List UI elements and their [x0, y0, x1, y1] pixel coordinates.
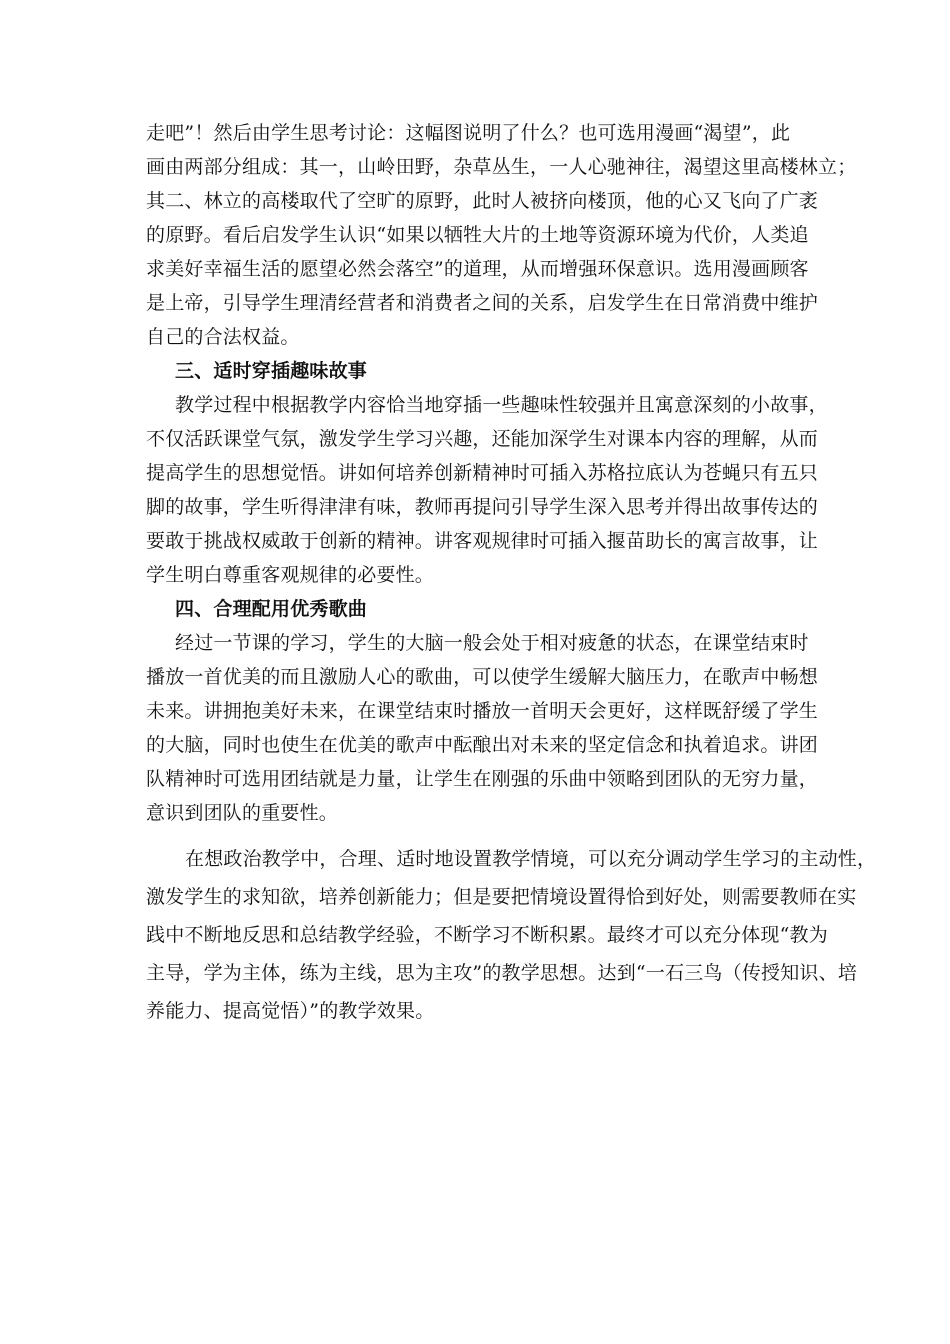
- paragraph-line: 求美好幸福生活的愿望必然会落空”的道理，从而增强环保意识。选用漫画顾客: [146, 258, 809, 280]
- paragraph-line: 意识到团队的重要性。: [146, 802, 339, 824]
- paragraph-line: 的原野。看后启发学生认识“如果以牺牲大片的土地等资源环境为代价，人类追: [146, 224, 809, 246]
- paragraph-line: 未来。讲拥抱美好未来，在课堂结束时播放一首明天会更好，这样既舒缓了学生: [146, 700, 819, 722]
- paragraph-line: 教学过程中根据教学内容恰当地穿插一些趣味性较强并且寓意深刻的小故事，: [175, 394, 828, 416]
- paragraph-line: 播放一首优美的而且激励人心的歌曲，可以使学生缓解大脑压力，在歌声中畅想: [146, 666, 819, 688]
- section-heading-songs: 四、合理配用优秀歌曲: [175, 598, 368, 620]
- paragraph-line: 激发学生的求知欲，培养创新能力；但是要把情境设置得恰到好处，则需要教师在实: [146, 886, 857, 908]
- paragraph-line: 队精神时可选用团结就是力量，让学生在刚强的乐曲中领略到团队的无穷力量，: [146, 768, 819, 790]
- paragraph-line: 学生明白尊重客观规律的必要性。: [146, 564, 435, 586]
- paragraph-line: 不仅活跃课堂气氛，激发学生学习兴趣，还能加深学生对课本内容的理解，从而: [146, 428, 819, 450]
- paragraph-line: 主导，学为主体，练为主线，思为主攻”的教学思想。达到“一石三鸟（传授知识、培: [146, 962, 858, 984]
- paragraph-line: 要敢于挑战权威敢于创新的精神。讲客观规律时可插入揠苗助长的寓言故事，让: [146, 530, 819, 552]
- section-heading-stories: 三、适时穿插趣味故事: [175, 360, 368, 382]
- paragraph-line: 其二、林立的高楼取代了空旷的原野，此时人被挤向楼顶，他的心又飞向了广袤: [146, 190, 819, 212]
- paragraph-line: 是上帝，引导学生理清经营者和消费者之间的关系，启发学生在日常消费中维护: [146, 292, 819, 314]
- paragraph-line: 脚的故事，学生听得津津有味，教师再提问引导学生深入思考并得出故事传达的: [146, 496, 819, 518]
- paragraph-line: 走吧”！然后由学生思考讨论：这幅图说明了什么？也可选用漫画“渴望”，此: [146, 122, 791, 144]
- paragraph-line: 践中不断地反思和总结教学经验，不断学习不断积累。最终才可以充分体现“教为: [146, 924, 828, 946]
- paragraph-line: 自己的合法权益。: [146, 326, 300, 348]
- paragraph-line: 经过一节课的学习，学生的大脑一般会处于相对疲惫的状态，在课堂结束时: [175, 632, 809, 654]
- paragraph-line: 的大脑，同时也使生在优美的歌声中酝酿出对未来的坚定信念和执着追求。讲团: [146, 734, 819, 756]
- paragraph-line: 在想政治教学中，合理、适时地设置教学情境，可以充分调动学生学习的主动性，: [185, 848, 877, 870]
- paragraph-line: 养能力、提高觉悟）”的教学效果。: [146, 1000, 435, 1022]
- paragraph-line: 提高学生的思想觉悟。讲如何培养创新精神时可插入苏格拉底认为苍蝇只有五只: [146, 462, 819, 484]
- paragraph-line: 画由两部分组成：其一，山岭田野，杂草丛生，一人心驰神往，渴望这里高楼林立；: [146, 156, 857, 178]
